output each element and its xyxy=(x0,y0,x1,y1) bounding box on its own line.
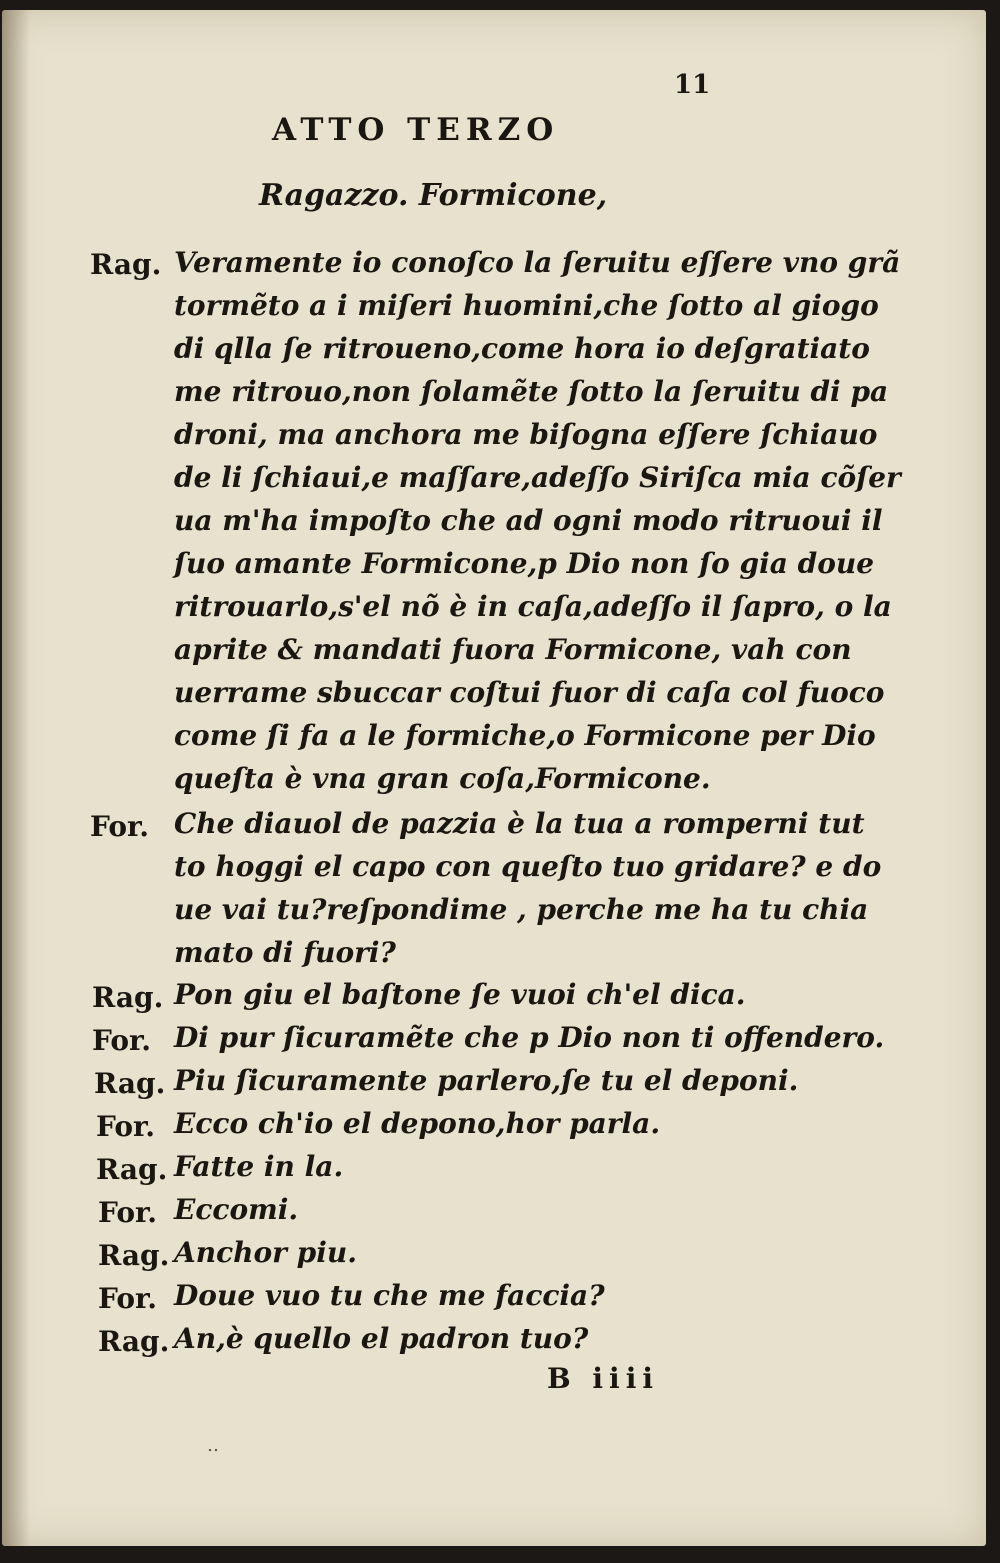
speech-line: An,è quello el padron tuo? xyxy=(174,1322,589,1355)
signature-mark: B iiii xyxy=(547,1362,659,1395)
ink-speck: ‥ xyxy=(207,1435,220,1456)
speech-line: tormẽto a i miſeri huomini,che ſotto al giogo xyxy=(174,289,879,322)
book-page xyxy=(2,10,986,1546)
speech-line: ritrouarlo,s'el nõ è in caſa,adeſſo il ſapro, o la xyxy=(174,590,892,623)
speech-line: Pon giu el baſtone ſe vuoi ch'el dica. xyxy=(174,978,746,1011)
speaker-label: Rag. xyxy=(98,1325,170,1358)
speaker-label: For. xyxy=(96,1110,155,1143)
speech-line: Fatte in la. xyxy=(174,1150,344,1183)
speech-line: de li ſchiaui,e maſſare,adeſſo Siriſca mia cõſer xyxy=(174,461,901,494)
speaker-label: For. xyxy=(98,1282,157,1315)
speaker-label: For. xyxy=(92,1024,151,1057)
speech-line: di qlla ſe ritroueno,come hora io deſgratiato xyxy=(174,332,870,365)
speaker-label: For. xyxy=(90,810,149,843)
speech-line: Piu ſicuramente parlero,ſe tu el deponi. xyxy=(174,1064,799,1097)
speech-line: Ecco ch'io el depono,hor parla. xyxy=(174,1107,661,1140)
scene-characters: Ragazzo. Formicone, xyxy=(259,178,608,213)
speaker-label: Rag. xyxy=(92,981,164,1014)
speaker-label: For. xyxy=(98,1196,157,1229)
speech-line: queſta è vna gran coſa,Formicone. xyxy=(174,762,711,795)
speech-line: uerrame sbuccar coſtui fuor di caſa col fuoco xyxy=(174,676,885,709)
speech-line: droni, ma anchora me biſogna eſſere ſchiauo xyxy=(174,418,878,451)
folio-number: 11 xyxy=(674,70,711,100)
speech-line: Di pur ſicuramẽte che p Dio non ti offendero. xyxy=(174,1021,885,1054)
speech-line: mato di fuori? xyxy=(174,936,396,969)
speech-line: ue vai tu?reſpondime , perche me ha tu chia xyxy=(174,893,869,926)
act-title: ATTO TERZO xyxy=(272,112,560,148)
speech-line: to hoggi el capo con queſto tuo gridare? e do xyxy=(174,850,882,883)
speech-line: ua m'ha impoſto che ad ogni modo ritruoui il xyxy=(174,504,883,537)
speech-line: ſuo amante Formicone,p Dio non ſo gia doue xyxy=(174,547,875,580)
speaker-label: Rag. xyxy=(90,248,162,281)
speaker-label: Rag. xyxy=(94,1067,166,1100)
speech-line: Che diauol de pazzia è la tua a romperni tut xyxy=(174,807,865,840)
speech-line: Doue vuo tu che me faccia? xyxy=(174,1279,605,1312)
speech-line: Veramente io conoſco la ſeruitu eſſere vno grã xyxy=(174,246,901,279)
speech-line: come ſi fa a le formiche,o Formicone per Dio xyxy=(174,719,876,752)
speaker-label: Rag. xyxy=(98,1239,170,1272)
speech-line: Eccomi. xyxy=(174,1193,299,1226)
speech-line: me ritrouo,non ſolamẽte ſotto la ſeruitu di pa xyxy=(174,375,889,408)
page-spine-shadow xyxy=(2,10,30,1546)
speaker-label: Rag. xyxy=(96,1153,168,1186)
speech-line: Anchor piu. xyxy=(174,1236,357,1269)
speech-line: aprite & mandati fuora Formicone, vah con xyxy=(174,633,852,666)
